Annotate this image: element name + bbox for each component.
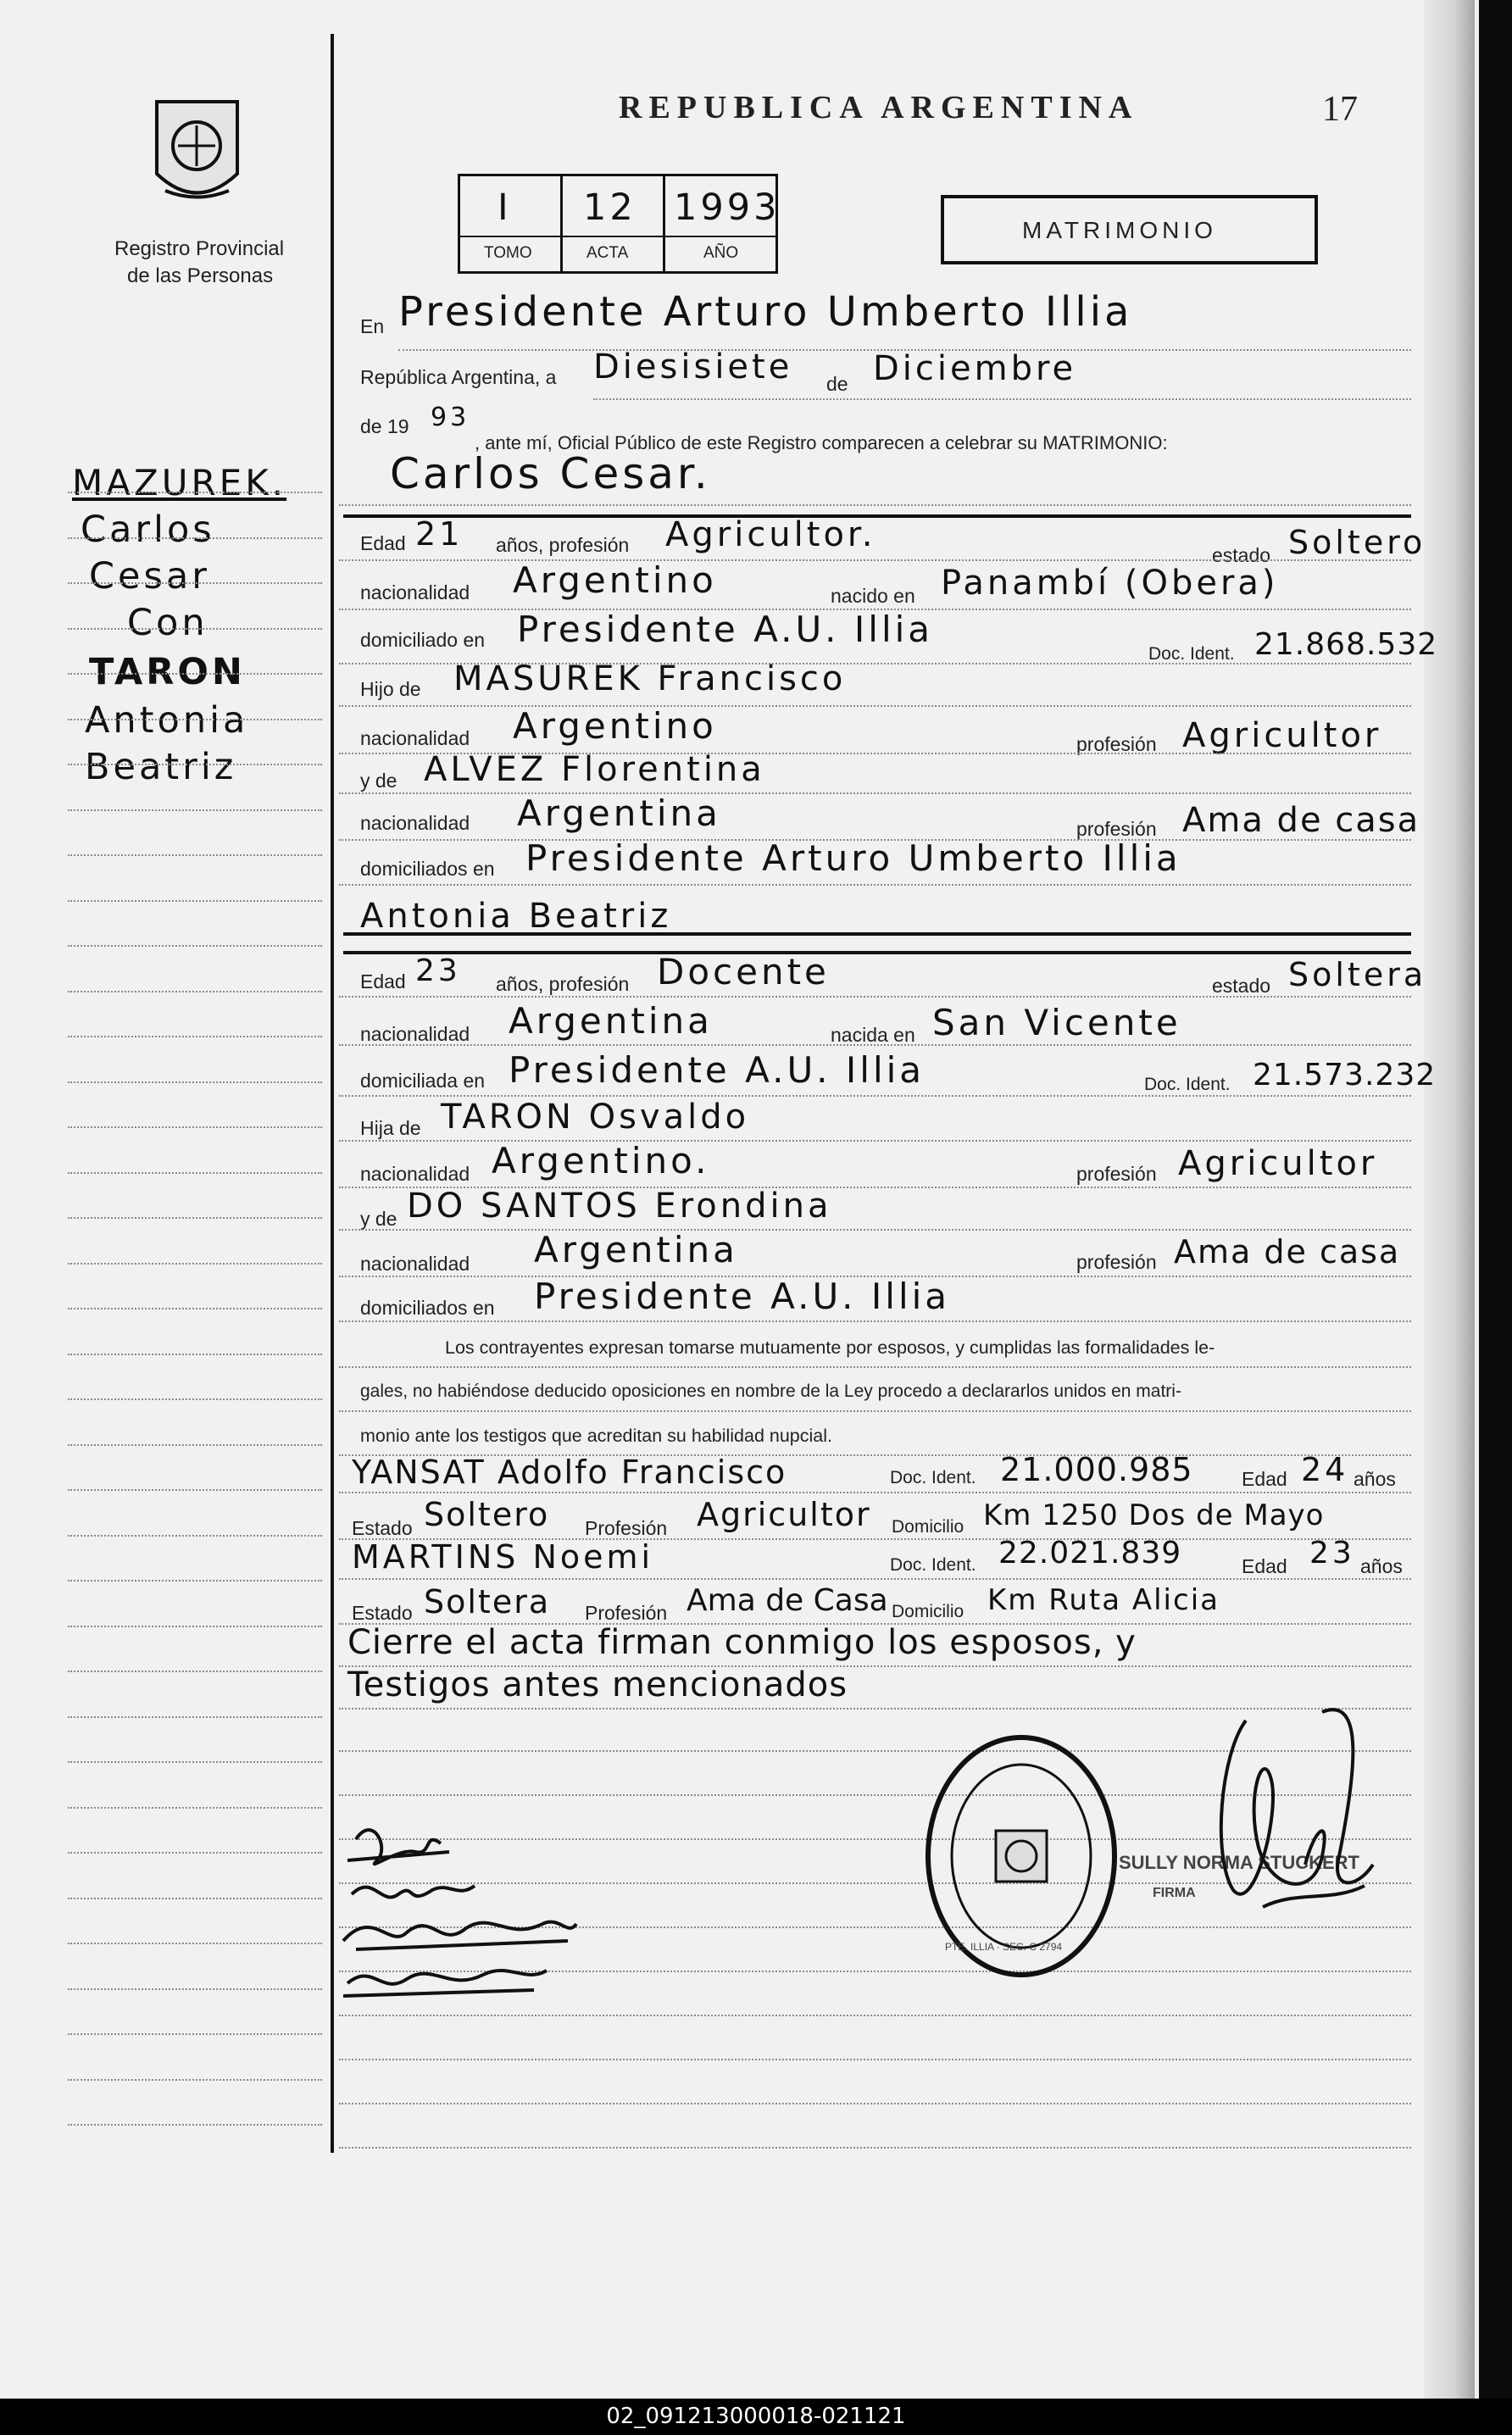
left-margin-rule [68, 1398, 322, 1400]
witness1-doc: 21.000.985 [1000, 1451, 1193, 1488]
bride-status: Soltera [1288, 956, 1427, 993]
tomo-label: TOMO [484, 244, 532, 262]
witness2-doc-label: Doc. Ident. [890, 1555, 976, 1575]
left-margin-rule [68, 719, 322, 720]
groom-doc: 21.868.532 [1254, 627, 1438, 662]
left-margin-rule [68, 1716, 322, 1718]
declaration-line-2: gales, no habiéndose deducido oposiciones en nombre de la Ley procedo a declararlos unidos en matri- [360, 1382, 1181, 1401]
left-margin-rule [68, 492, 322, 493]
bride-mother-nat-label: nacionalidad [360, 1253, 470, 1275]
witness1-edad-label: Edad [1242, 1468, 1287, 1490]
witness1-status: Soltero [424, 1496, 550, 1533]
groom-father-nat-label: nacionalidad [360, 727, 470, 749]
groom-yde-label: y de [360, 770, 397, 792]
matrimonio-box [941, 195, 1318, 264]
groom-profession: Agricultor. [665, 515, 876, 554]
ano-value: 1993 [674, 186, 781, 229]
left-margin-rule [68, 1354, 322, 1355]
margin-name-1: Carlos [81, 509, 215, 551]
left-margin-rule [68, 764, 322, 765]
witness1-doc-label: Doc. Ident. [890, 1468, 976, 1487]
left-margin-rule [68, 1988, 322, 1990]
groom-nacido-label: nacido en [831, 585, 915, 607]
left-margin-rule [68, 1580, 322, 1582]
declaration-line-3: monio ante los testigos que acreditan su habilidad nupcial. [360, 1426, 832, 1446]
left-margin-rule [68, 1852, 322, 1854]
witness2-age: 23 [1309, 1536, 1355, 1571]
left-margin-rule [68, 900, 322, 902]
republica-label: República Argentina, a [360, 366, 557, 388]
left-margin-rule [68, 1036, 322, 1037]
bride-nationality: Argentina [509, 1000, 713, 1042]
acta-value: 12 [583, 186, 636, 229]
left-margin-rule [68, 628, 322, 630]
bride-domiciliada-label: domiciliada en [360, 1070, 486, 1092]
bride-top-divider-2 [343, 951, 1411, 954]
registry-name-line2: de las Personas [127, 264, 274, 287]
witness1-name: YANSAT Adolfo Francisco [352, 1454, 787, 1491]
groom-edad-label: Edad [360, 532, 406, 554]
witness2-doc: 22.021.839 [998, 1536, 1182, 1571]
bride-father-prof-label: profesión [1076, 1163, 1157, 1185]
signatures-icon [339, 1814, 593, 2017]
left-margin-rule [68, 2079, 322, 2081]
groom-hijo-label: Hijo de [360, 678, 421, 700]
left-margin-rule [68, 1626, 322, 1627]
bride-yde-label: y de [360, 1208, 397, 1230]
groom-age: 21 [415, 515, 464, 553]
blank-rule [339, 2103, 1411, 2104]
groom-nationality: Argentino [513, 559, 717, 601]
bride-anos-label: años, profesión [496, 973, 630, 995]
bride-profession: Docente [657, 951, 830, 992]
ceremony-day: Diesisiete [593, 347, 793, 386]
left-margin-rule [68, 991, 322, 992]
groom-anos-label: años, profesión [496, 534, 630, 556]
bride-parents-dom-label: domiciliados en [360, 1297, 495, 1319]
bride-hija-label: Hija de [360, 1117, 421, 1139]
bride-father-nationality: Argentino. [492, 1140, 710, 1181]
left-margin-rule [68, 1444, 322, 1446]
left-margin-rule [68, 809, 322, 811]
record-id-box [458, 174, 781, 274]
declaration-line-1: Los contrayentes expresan tomarse mutuamente por esposos, y cumplidas las formalidades le- [445, 1337, 1215, 1358]
groom-estado-label: estado [1212, 544, 1271, 566]
witness2-prof-label: Profesión [585, 1602, 668, 1624]
closing-line-2: Testigos antes mencionados [347, 1665, 848, 1704]
left-margin-rule [68, 1263, 322, 1265]
de-label: de [826, 373, 848, 395]
witness1-estado-label: Estado [352, 1517, 413, 1539]
left-margin-rule [68, 1535, 322, 1537]
witness1-prof-label: Profesión [585, 1517, 668, 1539]
groom-mother: ALVEZ Florentina [424, 750, 765, 789]
witness2-estado-label: Estado [352, 1602, 413, 1624]
bride-parents-domicile: Presidente A.U. Illia [534, 1276, 951, 1317]
tomo-value: I [498, 186, 512, 229]
left-margin-rule [68, 1898, 322, 1899]
witness1-domicile: Km 1250 Dos de Mayo [983, 1498, 1325, 1532]
witness2-status: Soltera [424, 1583, 551, 1621]
left-margin-rule [68, 582, 322, 584]
bride-mother-prof-label: profesión [1076, 1251, 1157, 1273]
groom-parents-domicile: Presidente Arturo Umberto Illia [525, 837, 1181, 879]
groom-father: MASUREK Francisco [453, 659, 847, 698]
bride-father: TARON Osvaldo [441, 1098, 750, 1137]
bride-edad-label: Edad [360, 970, 406, 992]
margin-surname-groom: MAZUREK. [72, 462, 287, 503]
groom-father-prof-label: profesión [1076, 733, 1157, 755]
groom-domicile: Presidente A.U. Illia [517, 609, 934, 650]
bride-father-nat-label: nacionalidad [360, 1163, 470, 1185]
left-margin-rule [68, 1671, 322, 1672]
witness2-domicile: Km Ruta Alicia [987, 1583, 1220, 1617]
official-firma-label: FIRMA [1153, 1886, 1196, 1900]
acta-label: ACTA [586, 244, 629, 262]
left-margin-rule [68, 854, 322, 856]
bride-mother: DO SANTOS Erondina [407, 1187, 832, 1226]
left-margin-rule [68, 2124, 322, 2126]
witness1-profession: Agricultor [697, 1496, 871, 1533]
groom-top-divider [343, 514, 1411, 518]
bride-age: 23 [415, 953, 461, 988]
ceremony-year: 93 [431, 403, 470, 432]
official-signature-icon [1195, 1687, 1398, 1958]
groom-mother-nat-label: nacionalidad [360, 812, 470, 834]
province-seal-icon [144, 93, 250, 212]
bride-nacida-label: nacida en [831, 1024, 915, 1046]
bride-domicile: Presidente A.U. Illia [509, 1049, 926, 1091]
left-margin-rule [68, 1489, 322, 1491]
ceremony-place: Presidente Arturo Umberto Illia [398, 288, 1133, 336]
left-margin-rule [68, 945, 322, 947]
margin-name-2: Cesar [89, 555, 210, 598]
groom-parents-dom-label: domiciliados en [360, 858, 495, 880]
witness1-dom-label: Domicilio [892, 1517, 964, 1537]
groom-father-profession: Agricultor [1182, 716, 1382, 755]
country-title: REPUBLICA ARGENTINA [619, 90, 1139, 125]
margin-divider [331, 34, 334, 2153]
left-margin-rule [68, 1308, 322, 1309]
bride-mother-profession: Ama de casa [1174, 1233, 1401, 1270]
left-margin-rule [68, 1807, 322, 1809]
bride-top-divider [343, 932, 1411, 936]
left-margin-rule [68, 1172, 322, 1174]
record-type: MATRIMONIO [1022, 217, 1217, 243]
bride-birthplace: San Vicente [932, 1002, 1181, 1043]
witness2-edad-label: Edad [1242, 1555, 1287, 1577]
bride-doc-label: Doc. Ident. [1144, 1075, 1231, 1094]
left-margin-rule [68, 2033, 322, 2035]
ano-label: AÑO [703, 244, 739, 262]
bride-estado-label: estado [1212, 975, 1271, 997]
scan-footer-code: 02_091213000018-021121 [0, 2399, 1512, 2435]
blank-rule [339, 2147, 1411, 2149]
groom-name: Carlos Cesar. [390, 449, 711, 498]
ceremony-month: Diciembre [873, 349, 1077, 388]
round-seal-inner: PTE. ILLIA · SEC. C 2794 [945, 1941, 1063, 1953]
groom-domiciliado-label: domiciliado en [360, 629, 486, 651]
margin-conjunction: Con [127, 602, 208, 644]
left-margin-rule [68, 1126, 322, 1128]
left-margin-rule [68, 1943, 322, 1944]
witness2-name: MARTINS Noemi [352, 1538, 654, 1576]
official-stamp-name: SULLY NORMA STUCKERT [1119, 1852, 1359, 1873]
groom-mother-prof-label: profesión [1076, 818, 1157, 840]
groom-mother-profession: Ama de casa [1182, 801, 1420, 840]
page-edge [1424, 0, 1475, 2399]
left-margin-rule [68, 673, 322, 675]
bride-father-profession: Agricultor [1178, 1144, 1378, 1183]
groom-nacionalidad-label: nacionalidad [360, 581, 470, 603]
left-margin-rule [68, 1081, 322, 1083]
bride-mother-nationality: Argentina [534, 1229, 738, 1270]
blank-rule [339, 2059, 1411, 2060]
official-text: , ante mí, Oficial Público de este Registro comparecen a celebrar su MATRIMONIO: [475, 432, 1168, 453]
bride-nacionalidad-label: nacionalidad [360, 1023, 470, 1045]
en-label: En [360, 315, 385, 337]
left-margin-rule [68, 537, 322, 539]
groom-status: Soltero [1288, 524, 1426, 561]
left-margin-rule [68, 1217, 322, 1219]
groom-birthplace: Panambí (Obera) [941, 564, 1279, 603]
witness2-dom-label: Domicilio [892, 1602, 964, 1621]
year-label: de 19 [360, 415, 409, 437]
margin-name-3: Antonia [85, 699, 249, 742]
bride-name: Antonia Beatriz [360, 897, 672, 936]
witness2-anos-label: años [1360, 1555, 1403, 1577]
witness1-age: 24 [1301, 1451, 1349, 1488]
groom-mother-nationality: Argentina [517, 792, 721, 834]
margin-surname-bride: TARON [89, 651, 246, 693]
page-number: 17 [1322, 90, 1358, 129]
binding-shadow [1479, 0, 1512, 2399]
witness2-profession: Ama de Casa [687, 1583, 888, 1618]
witness1-anos-label: años [1354, 1468, 1396, 1490]
registry-name-line1: Registro Provincial [114, 237, 285, 260]
groom-doc-label: Doc. Ident. [1148, 644, 1235, 664]
closing-line-1: Cierre el acta firman conmigo los esposos, y [347, 1623, 1137, 1662]
margin-name-4: Beatriz [85, 746, 237, 788]
groom-father-nationality: Argentino [513, 705, 717, 747]
bride-doc: 21.573.232 [1253, 1058, 1437, 1092]
left-margin-rule [68, 1761, 322, 1763]
